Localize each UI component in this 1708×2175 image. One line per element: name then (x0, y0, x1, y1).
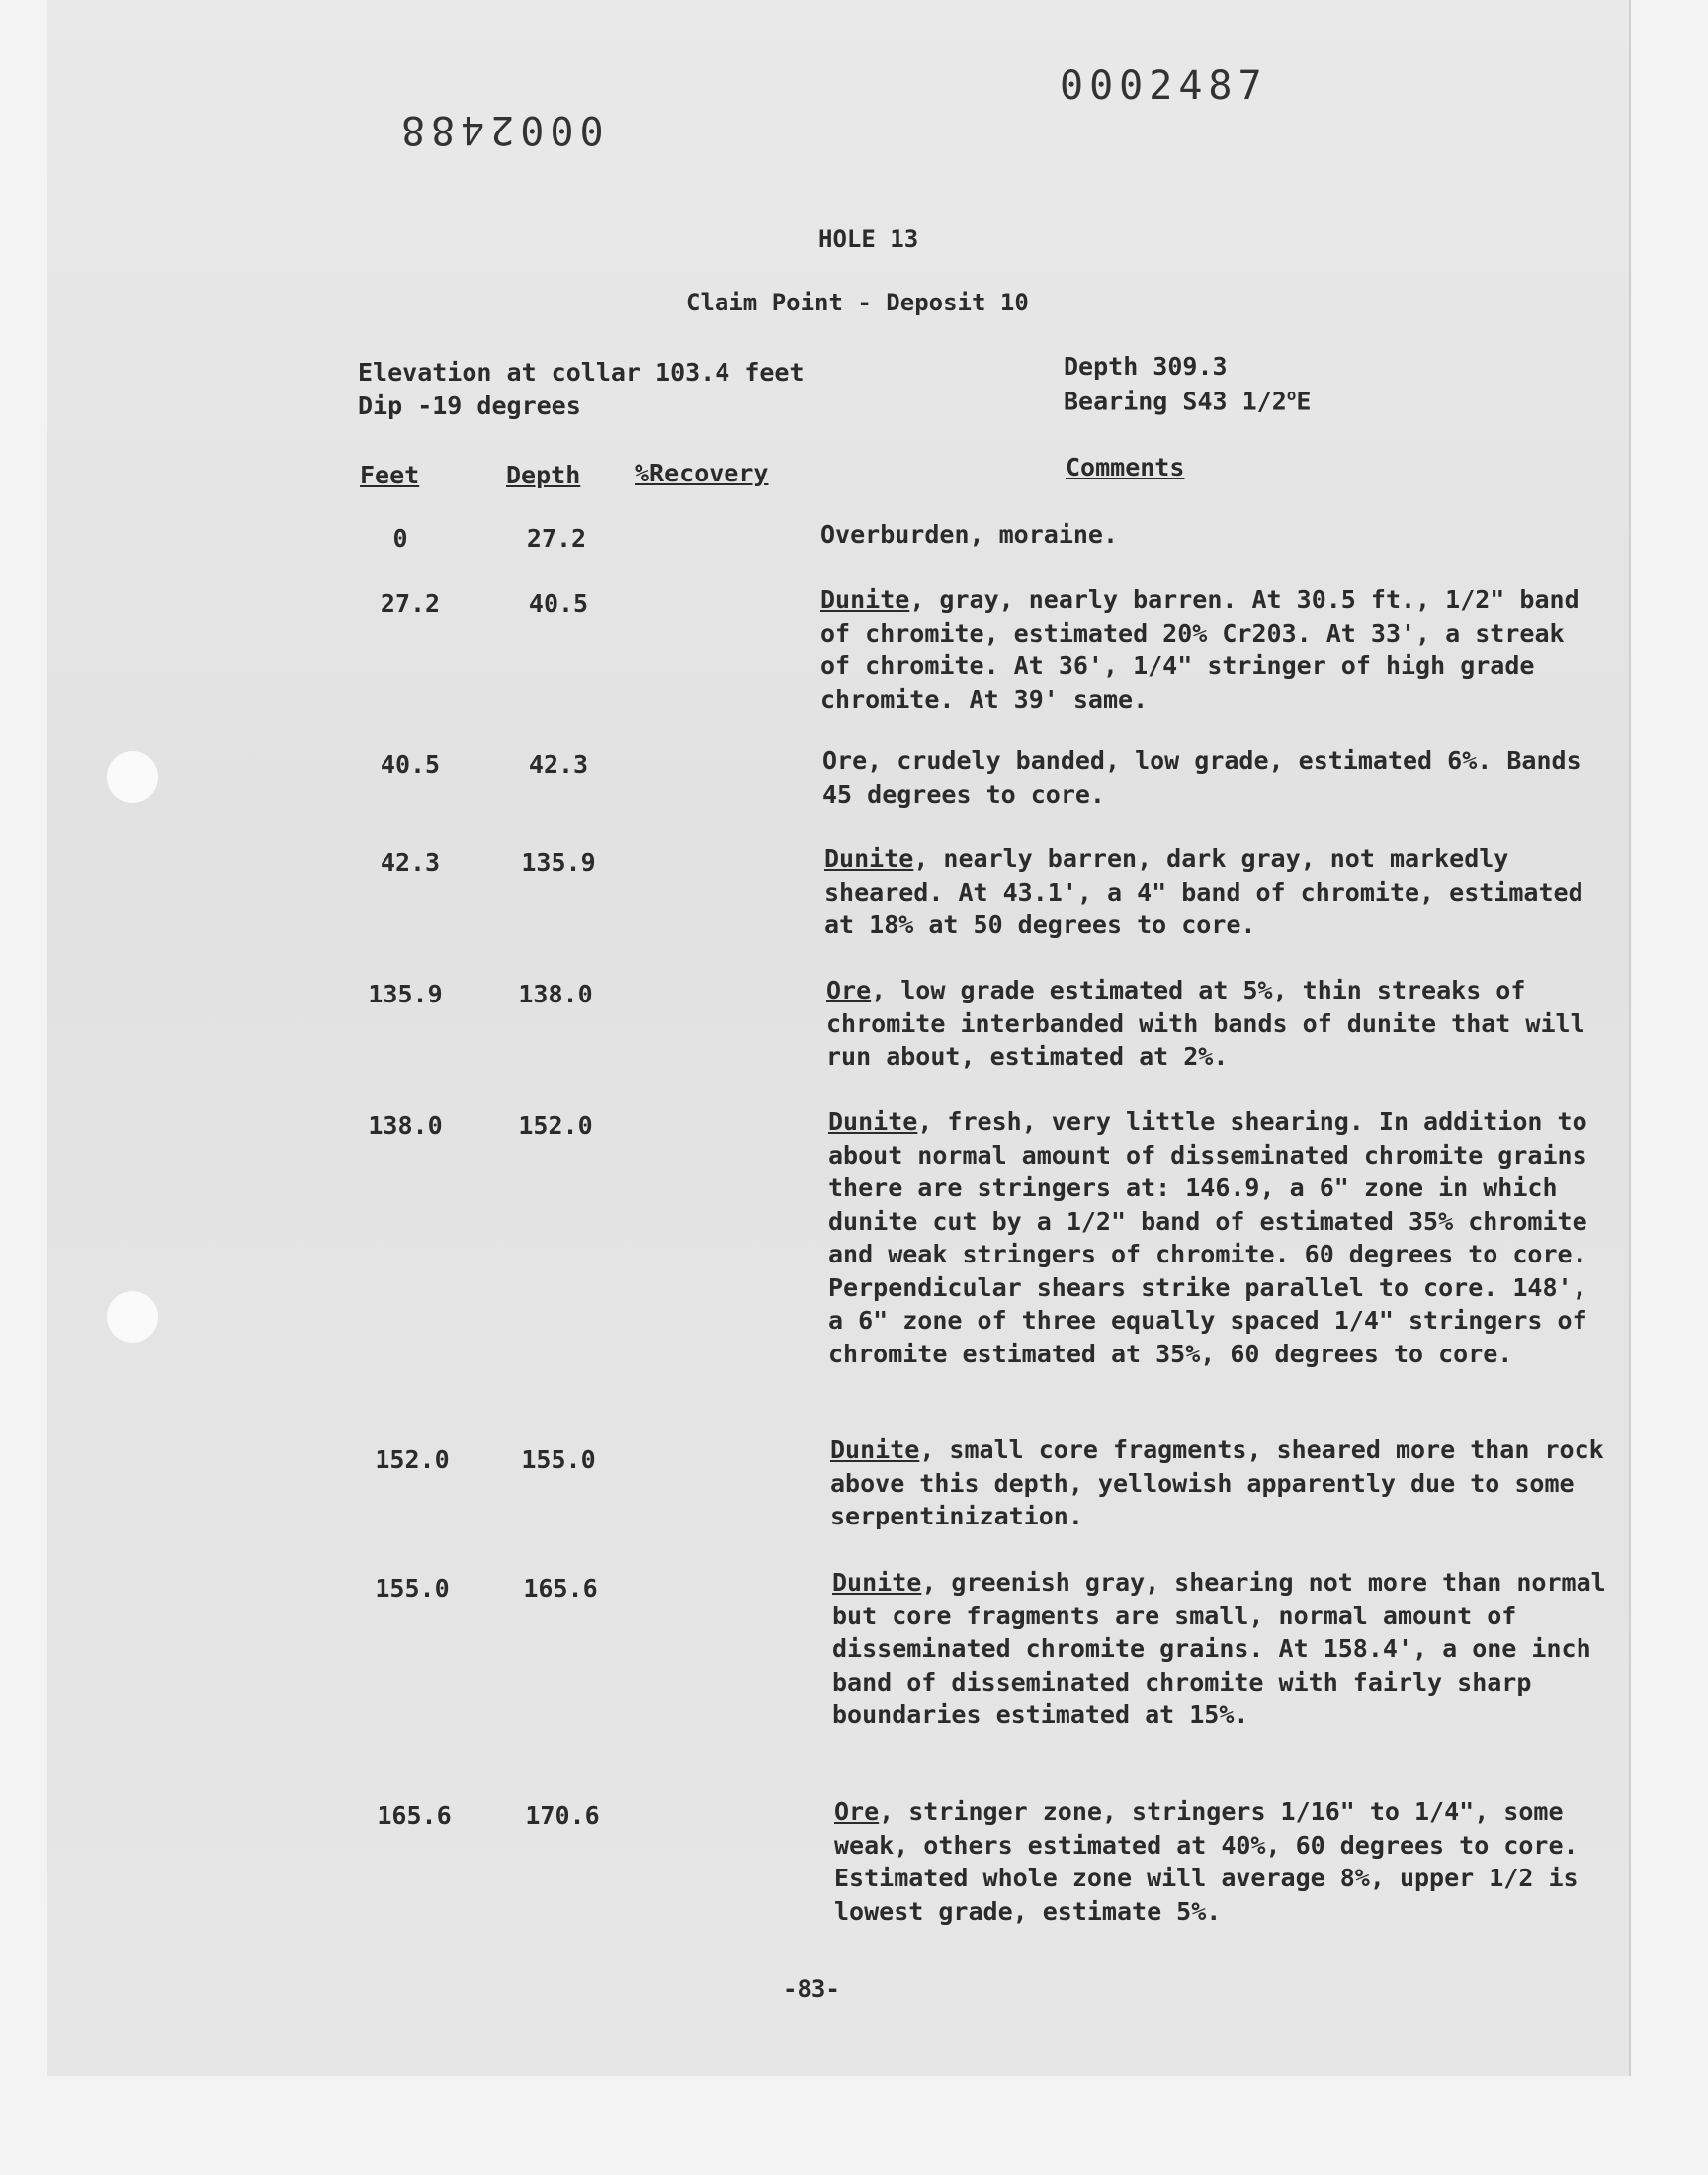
punch-hole-top (107, 751, 158, 803)
bearing-value: Bearing S43 1/2 (1064, 387, 1287, 416)
column-header-feet: Feet (360, 461, 420, 489)
rock-type-label: Ore (826, 976, 872, 1004)
feet-cell: 0 (392, 524, 408, 553)
comment-cell (820, 518, 1601, 552)
feet-cell: 165.6 (377, 1801, 452, 1830)
punch-hole-bottom (107, 1291, 158, 1343)
depth-total-text: Depth 309.3 (1064, 352, 1228, 381)
comment-cell (830, 1434, 1611, 1533)
feet-cell: 42.3 (380, 848, 441, 877)
feet-cell: 138.0 (368, 1111, 443, 1140)
rock-type-label: Dunite (828, 1107, 918, 1136)
rock-type-label: Dunite (830, 1436, 920, 1464)
depth-cell: 170.6 (525, 1801, 600, 1830)
depth-cell: 42.3 (528, 750, 589, 779)
comment-cell (828, 1105, 1609, 1370)
comment-text: , greenish gray, shearing not more than normal but core fragments are small, normal amount of disseminated chromite grains. At 158.4', a one inch band of disseminated chromite with fairly sharp boundaries estimated at 15%. (832, 1568, 1606, 1729)
bearing-direction: E (1296, 387, 1312, 416)
comment-cell (826, 974, 1607, 1074)
elevation-text: Elevation at collar 103.4 feet (358, 358, 805, 387)
comment-cell (834, 1795, 1615, 1928)
comment-text: Ore, crudely banded, low grade, estimated 6%. Bands 45 degrees to core. (822, 746, 1581, 809)
dip-text: Dip -19 degrees (358, 392, 581, 420)
depth-cell: 155.0 (521, 1445, 596, 1474)
comment-text: Overburden, moraine. (820, 520, 1119, 549)
rock-type-label: Dunite (820, 585, 910, 614)
comment-cell (822, 744, 1603, 811)
depth-cell: 135.9 (521, 848, 596, 877)
feet-cell: 135.9 (368, 980, 443, 1008)
depth-cell: 27.2 (526, 524, 587, 553)
column-header-comments: Comments (1066, 453, 1185, 481)
comment-cell (832, 1566, 1613, 1732)
depth-cell: 152.0 (518, 1111, 593, 1140)
comment-text: , fresh, very little shearing. In addition to about normal amount of disseminated chromite grains there are stringers at: 146.9, a 6" zone in which dunite cut by a 1/2" band of estimated 35% chromite and weak stringers of chromite. 60 degrees to core. Perpendicular shears strike parallel to core. 148', a 6" zone of three equally spaced 1/4" stringers of chromite estimated at 35%, 60 degrees to core. (828, 1107, 1587, 1368)
column-header-recovery: %Recovery (635, 459, 769, 487)
rock-type-label: Dunite (832, 1568, 922, 1597)
feet-cell: 155.0 (375, 1574, 450, 1603)
depth-cell: 165.6 (523, 1574, 598, 1603)
comment-text: , nearly barren, dark gray, not markedly sheared. At 43.1', a 4" band of chromite, estimated at 18% at 50 degrees to core. (824, 844, 1583, 939)
feet-cell: 152.0 (375, 1445, 450, 1474)
document-number-stamp: 0002487 (1060, 63, 1268, 109)
degree-mark: o (1286, 386, 1297, 404)
feet-cell: 40.5 (380, 750, 441, 779)
rock-type-label: Ore (834, 1797, 880, 1826)
document-number-stamp-inverted: 0002488 (395, 107, 604, 152)
comment-cell (824, 842, 1605, 942)
page-subtitle: Claim Point - Deposit 10 (686, 289, 1029, 316)
bearing-text (1064, 386, 1311, 415)
depth-cell: 40.5 (528, 589, 589, 618)
comment-text: , gray, nearly barren. At 30.5 ft., 1/2" band of chromite, estimated 20% Cr203. At 33', a streak of chromite. At 36', 1/4" stringer of high grade chromite. At 39' same. (820, 585, 1580, 714)
comment-cell (820, 583, 1601, 716)
page-number: -83- (783, 1975, 840, 2003)
page-title: HOLE 13 (818, 225, 919, 253)
feet-cell: 27.2 (380, 589, 441, 618)
rock-type-label: Dunite (824, 844, 914, 873)
depth-cell: 138.0 (518, 980, 593, 1008)
comment-text: , small core fragments, sheared more than rock above this depth, yellowish apparently due to some serpentinization. (830, 1436, 1604, 1530)
column-header-depth: Depth (506, 461, 581, 489)
comment-text: , stringer zone, stringers 1/16" to 1/4", some weak, others estimated at 40%, 60 degrees to core. Estimated whole zone will average 8%, upper 1/2 is lowest grade, estimate 5%. (834, 1797, 1579, 1926)
comment-text: , low grade estimated at 5%, thin streaks of chromite interbanded with bands of dunite that will run about, estimated at 2%. (826, 976, 1585, 1071)
